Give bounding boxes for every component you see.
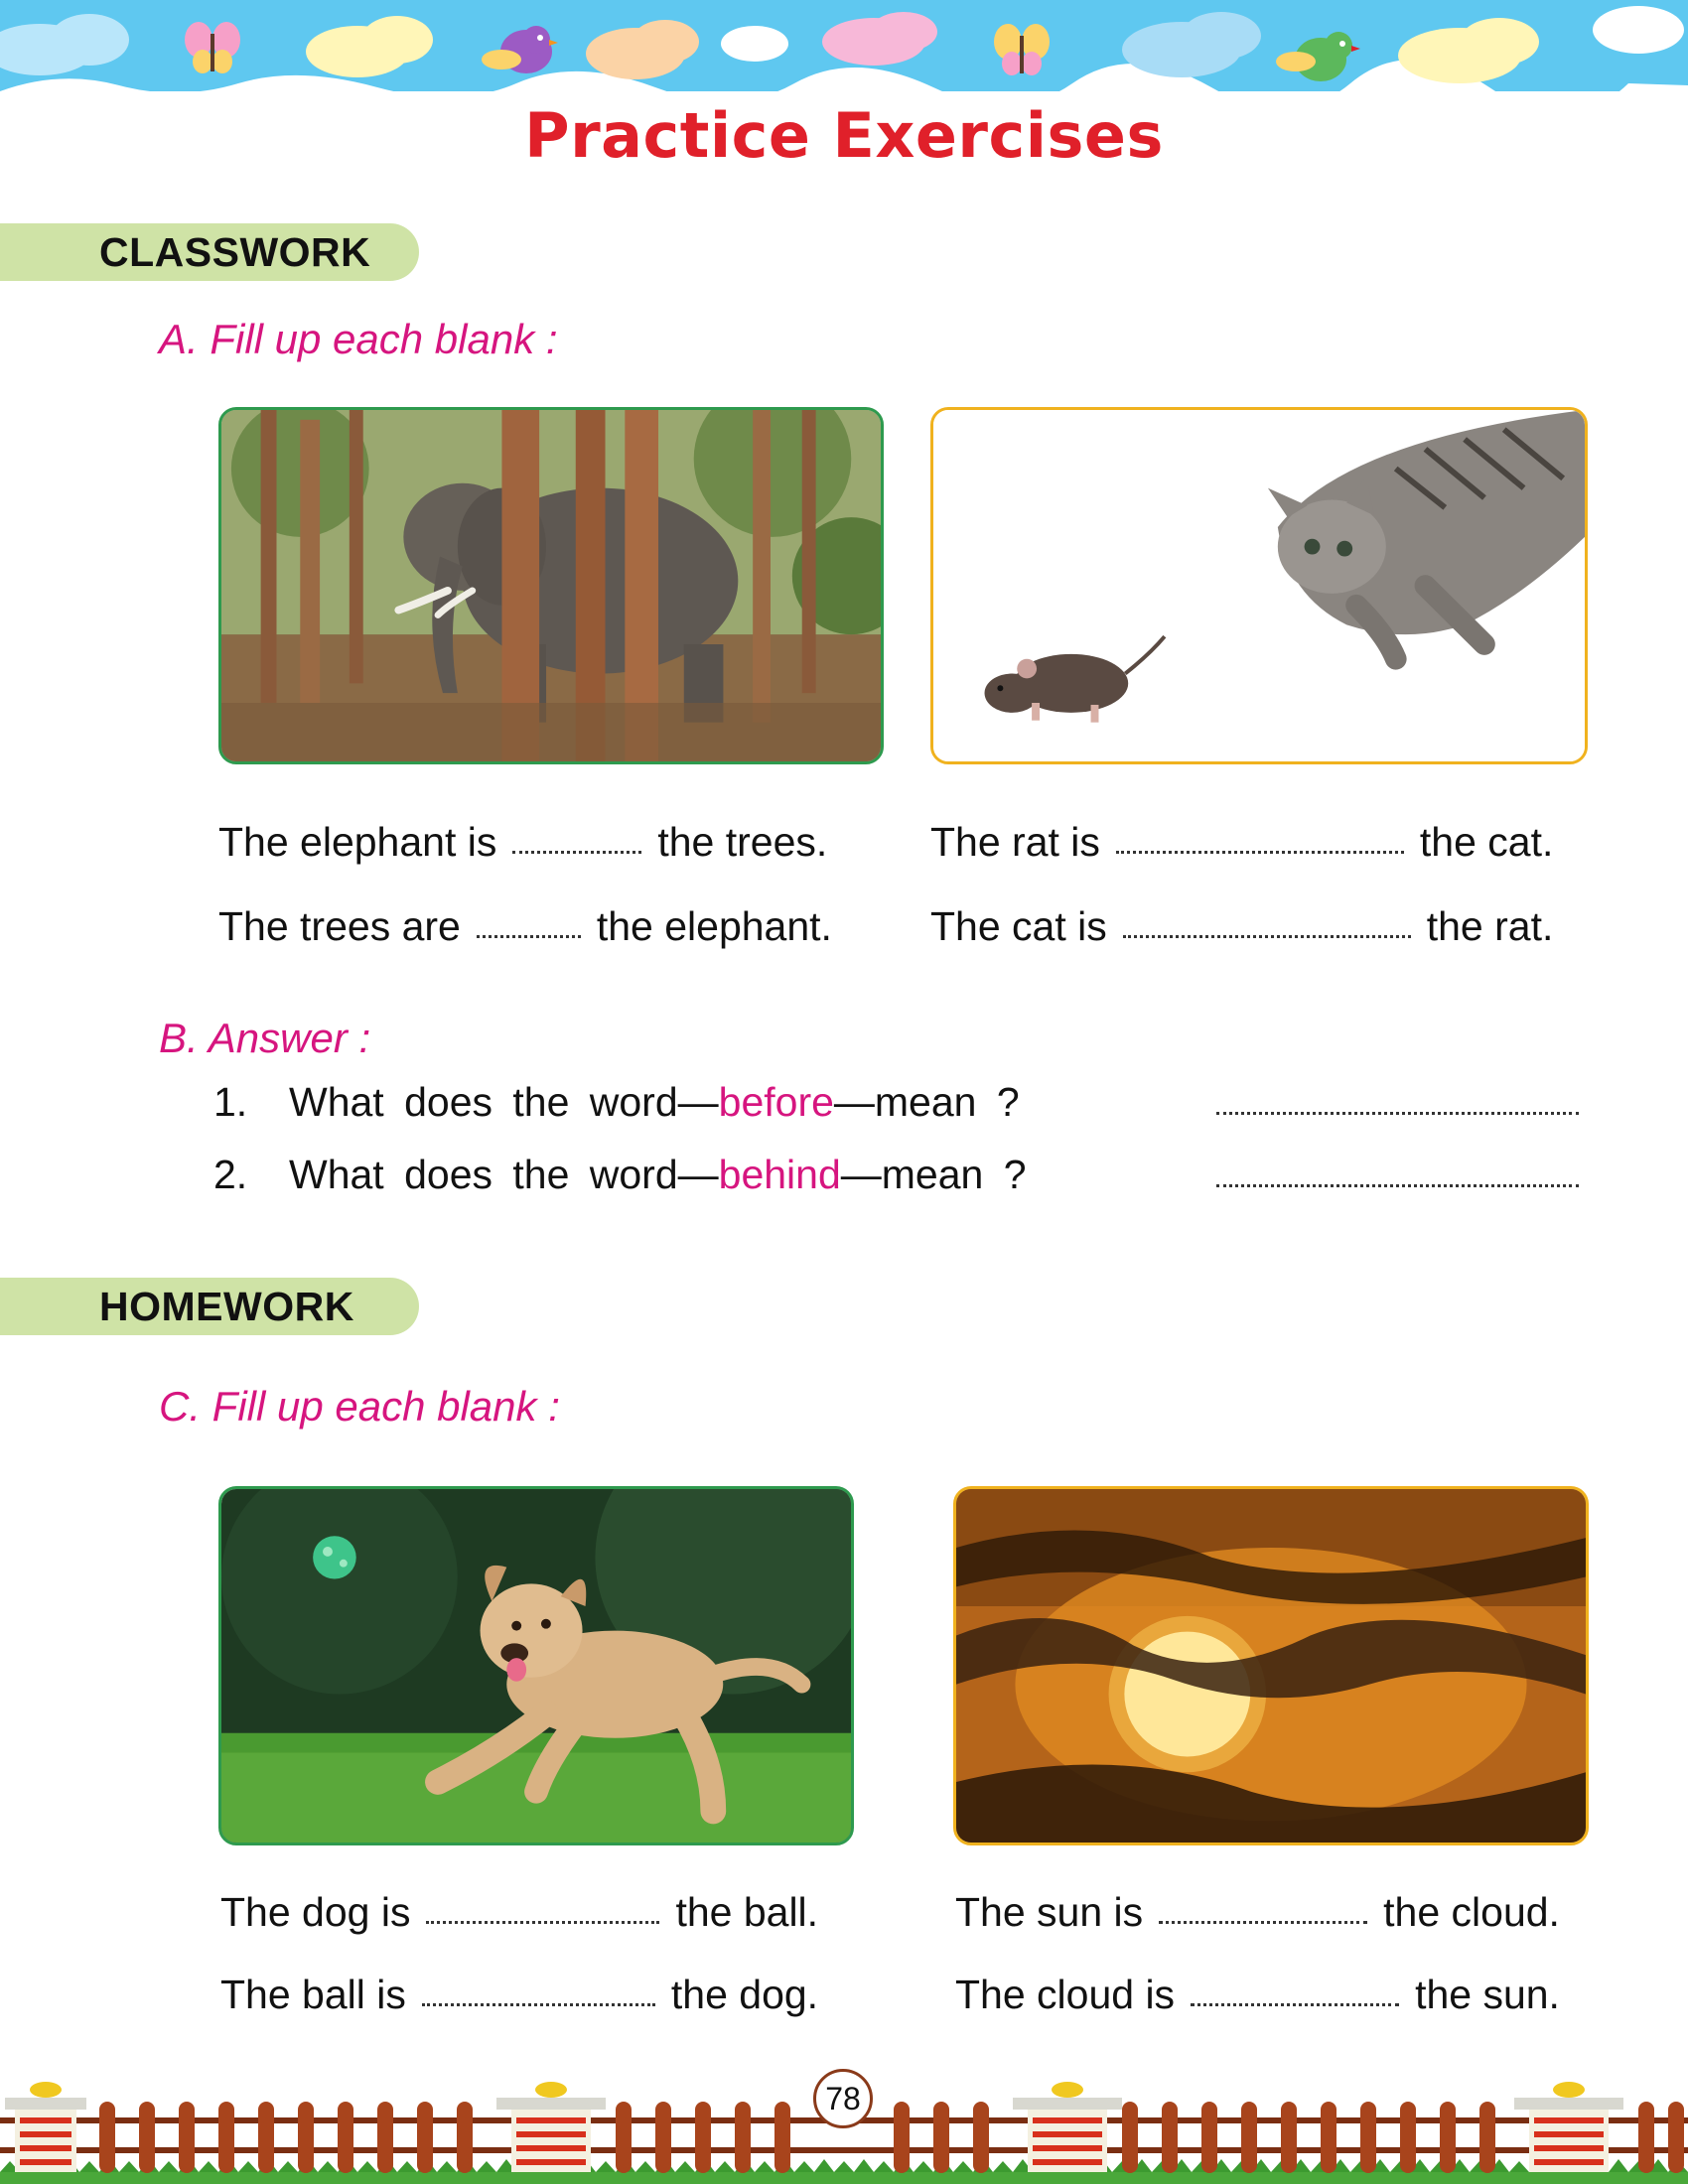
sentence-end: the dog. bbox=[670, 1972, 819, 2017]
sentence-sun-2 bbox=[955, 1972, 1560, 2018]
blank-field[interactable] bbox=[426, 1914, 659, 1924]
question-keyword: before bbox=[718, 1079, 834, 1125]
question-1 bbox=[213, 1079, 1020, 1126]
answer-field-1[interactable] bbox=[1216, 1105, 1579, 1115]
blank-field[interactable] bbox=[512, 844, 641, 854]
sentence-start: The ball is bbox=[220, 1972, 406, 2017]
page-number: 78 bbox=[813, 2069, 873, 2128]
sentence-start: The sun is bbox=[955, 1889, 1144, 1935]
sentence-start: The trees are bbox=[218, 903, 461, 949]
sentence-dog-1 bbox=[220, 1889, 818, 1936]
pillar-icon bbox=[5, 2082, 86, 2172]
question-number: 1. bbox=[213, 1079, 248, 1125]
sentence-end: the elephant. bbox=[596, 903, 832, 949]
homework-tab: HOMEWORK bbox=[0, 1278, 419, 1335]
pillar-icon bbox=[496, 2082, 606, 2172]
blank-field[interactable] bbox=[477, 928, 581, 938]
sentence-rat-1 bbox=[930, 819, 1553, 866]
sentence-elephant-2 bbox=[218, 903, 832, 950]
question-number: 2. bbox=[213, 1152, 248, 1197]
classwork-tab: CLASSWORK bbox=[0, 223, 419, 281]
blank-field[interactable] bbox=[1116, 844, 1404, 854]
blank-field[interactable] bbox=[1159, 1914, 1367, 1924]
sky-banner bbox=[0, 0, 1688, 99]
exercise-b-heading: B. Answer : bbox=[159, 1015, 371, 1061]
sentence-start: The cat is bbox=[930, 903, 1107, 949]
elephant-behind-trees-photo bbox=[218, 407, 884, 764]
sun-behind-cloud-photo bbox=[953, 1486, 1589, 1845]
sentence-end: the cat. bbox=[1419, 819, 1554, 865]
exercise-a-heading: A. Fill up each blank : bbox=[159, 316, 558, 362]
answer-field-2[interactable] bbox=[1216, 1177, 1579, 1187]
exercise-c-heading: C. Fill up each blank : bbox=[159, 1383, 560, 1430]
blank-field[interactable] bbox=[1191, 1996, 1399, 2006]
sentence-sun-1 bbox=[955, 1889, 1560, 1936]
sentence-start: The rat is bbox=[930, 819, 1100, 865]
sentence-rat-2 bbox=[930, 903, 1553, 950]
pillar-icon bbox=[1514, 2082, 1623, 2172]
sentence-start: The elephant is bbox=[218, 819, 497, 865]
sentence-dog-2 bbox=[220, 1972, 818, 2018]
cloud-icon bbox=[721, 26, 788, 62]
dog-behind-ball-photo bbox=[218, 1486, 854, 1845]
sentence-start: The dog is bbox=[220, 1889, 411, 1935]
cloud-icon bbox=[1593, 6, 1684, 54]
sentence-end: the cloud. bbox=[1383, 1889, 1560, 1935]
question-text: What does the word— bbox=[289, 1079, 719, 1125]
question-2 bbox=[213, 1152, 1027, 1198]
question-text-end: —mean ? bbox=[833, 1079, 1020, 1125]
question-text-end: —mean ? bbox=[840, 1152, 1027, 1197]
rat-before-cat-photo bbox=[930, 407, 1588, 764]
question-keyword: behind bbox=[718, 1152, 841, 1197]
page-title: Practice Exercises bbox=[524, 99, 1164, 172]
pillar-icon bbox=[1013, 2082, 1122, 2172]
sentence-start: The cloud is bbox=[955, 1972, 1176, 2017]
blank-field[interactable] bbox=[1123, 928, 1411, 938]
sentence-elephant-1 bbox=[218, 819, 827, 866]
sentence-end: the rat. bbox=[1426, 903, 1554, 949]
sentence-end: the trees. bbox=[657, 819, 828, 865]
sentence-end: the sun. bbox=[1415, 1972, 1560, 2017]
sentence-end: the ball. bbox=[675, 1889, 819, 1935]
question-text: What does the word— bbox=[289, 1152, 719, 1197]
blank-field[interactable] bbox=[422, 1996, 655, 2006]
